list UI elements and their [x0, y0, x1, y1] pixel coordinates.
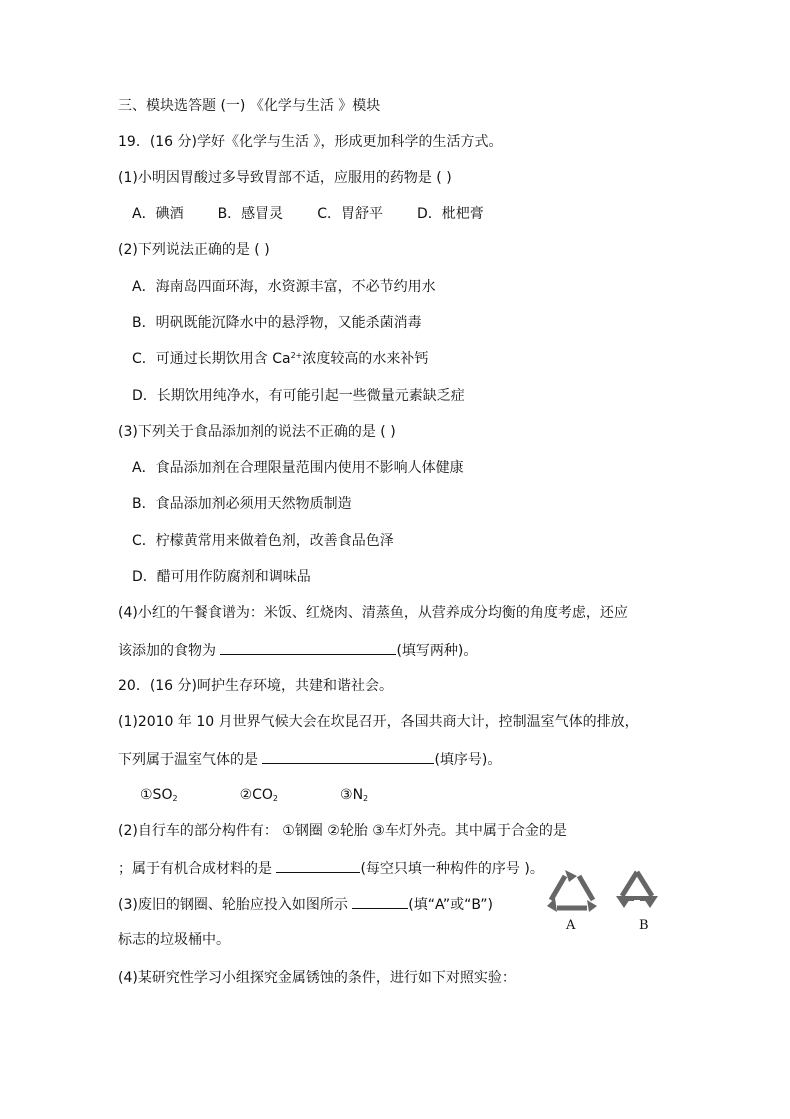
q19-p4-line2 — [118, 640, 477, 660]
q19-p1-stem: (1)小明因胃酸过多导致胃部不适，应服用的药物是 ( ) — [118, 170, 452, 186]
q20-p1-line1: (1)2010 年 10 月世界气候大会在坎昆召开，各国共商大计，控制温室气体的排放， — [118, 714, 639, 730]
q19-p3-option-c: C．柠檬黄常用来做着色剂，改善食品色泽 — [132, 533, 394, 549]
q19-p4-line2-post: (填写两种)。 — [396, 643, 478, 659]
q19-p2-option-a: A．海南岛四面环海，水资源丰富，不必节约用水 — [132, 279, 436, 295]
recycle-icon-a — [543, 868, 601, 914]
q20-p1-answer-blank — [262, 749, 434, 764]
q19-p2-option-d: D．长期饮用纯净水，有可能引起一些微量元素缺乏症 — [132, 388, 465, 404]
q19-p3-option-d: D．醋可用作防腐剂和调味品 — [132, 569, 311, 585]
q20-p1-option-3: $③N_2$ — [340, 787, 369, 803]
q20-p2-line2-post: (每空只填一种构件的序号 )。 — [360, 861, 544, 877]
q20-p3-line2: 标志的垃圾桶中。 — [118, 932, 230, 948]
q20-p1-option-1: $①SO_2$ — [140, 787, 178, 803]
q20-p2-line1: (2)自行车的部分构件有： ①钢圈 ②轮胎 ③车灯外壳。其中属于合金的是 — [118, 823, 567, 839]
q19-p4-line1: (4)小红的午餐食谱为：米饭、红烧肉、清蒸鱼，从营养成分均衡的角度考虑，还应 — [118, 605, 628, 621]
q19-stem: 19．(16 分)学好《化学与生活 》，形成更加科学的生活方式。 — [118, 134, 503, 150]
q20-p1-line2-pre: 下列属于温室气体的是 — [118, 752, 263, 768]
q19-p2-stem: (2)下列说法正确的是 ( ) — [118, 242, 270, 258]
q20-p1-option-2: $②CO_2$ — [239, 787, 279, 803]
q19-p3-option-b: B．食品添加剂必须用天然物质制造 — [132, 496, 352, 512]
recycle-icon-b — [612, 866, 662, 914]
q20-p1-line2 — [118, 749, 501, 769]
q20-p3-line1-post: (填“A”或“B”) — [408, 897, 493, 913]
q20-p3-line1 — [118, 894, 493, 914]
q19-p3-stem: (3)下列关于食品添加剂的说法不正确的是 ( ) — [118, 424, 396, 440]
q19-p1-option-b: B．感冒灵 — [217, 206, 284, 222]
q19-p2-option-c — [132, 349, 428, 369]
q19-p1-options — [132, 204, 484, 224]
q20-p3-line1-pre: (3)废旧的钢圈、轮胎应投入如图所示 — [118, 897, 353, 913]
section-title: 三、模块选答题 (一) 《化学与生活 》模块 — [118, 98, 381, 114]
q19-p2-option-c-charge: 2+ — [290, 351, 303, 360]
recycle-label-b: B — [639, 918, 649, 933]
q20-stem: 20．(16 分)呵护生存环境，共建和谐社会。 — [118, 678, 394, 694]
q19-p4-line2-pre: 该添加的食物为 — [118, 643, 221, 659]
q19-p1-option-a: A．碘酒 — [132, 206, 184, 222]
q19-p2-option-b: B．明矾既能沉降水中的悬浮物，又能杀菌消毒 — [132, 315, 422, 331]
q19-p2-option-c-post: 浓度较高的水来补钙 — [302, 351, 429, 367]
q20-p1-options — [140, 785, 368, 805]
q20-p4-stem: (4)某研究性学习小组探究金属锈蚀的条件，进行如下对照实验： — [118, 970, 516, 986]
q19-p3-option-a: A．食品添加剂在合理限量范围内使用不影响人体健康 — [132, 460, 464, 476]
q19-p4-answer-blank — [220, 640, 396, 655]
q19-p1-option-d: D．枇杷膏 — [416, 206, 484, 222]
q20-p2-line2-pre: ；属于有机合成材料的是 — [118, 861, 277, 877]
q20-p3-answer-blank — [352, 894, 408, 909]
q20-p2-answer-blank — [276, 858, 360, 873]
q20-p2-line2 — [118, 858, 544, 878]
q19-p1-option-c: C．胃舒平 — [317, 206, 383, 222]
recycle-label-a: A — [566, 918, 576, 933]
q19-p2-option-c-pre: C．可通过长期饮用含 Ca — [132, 351, 291, 367]
q20-p1-line2-post: (填序号)。 — [434, 752, 502, 768]
